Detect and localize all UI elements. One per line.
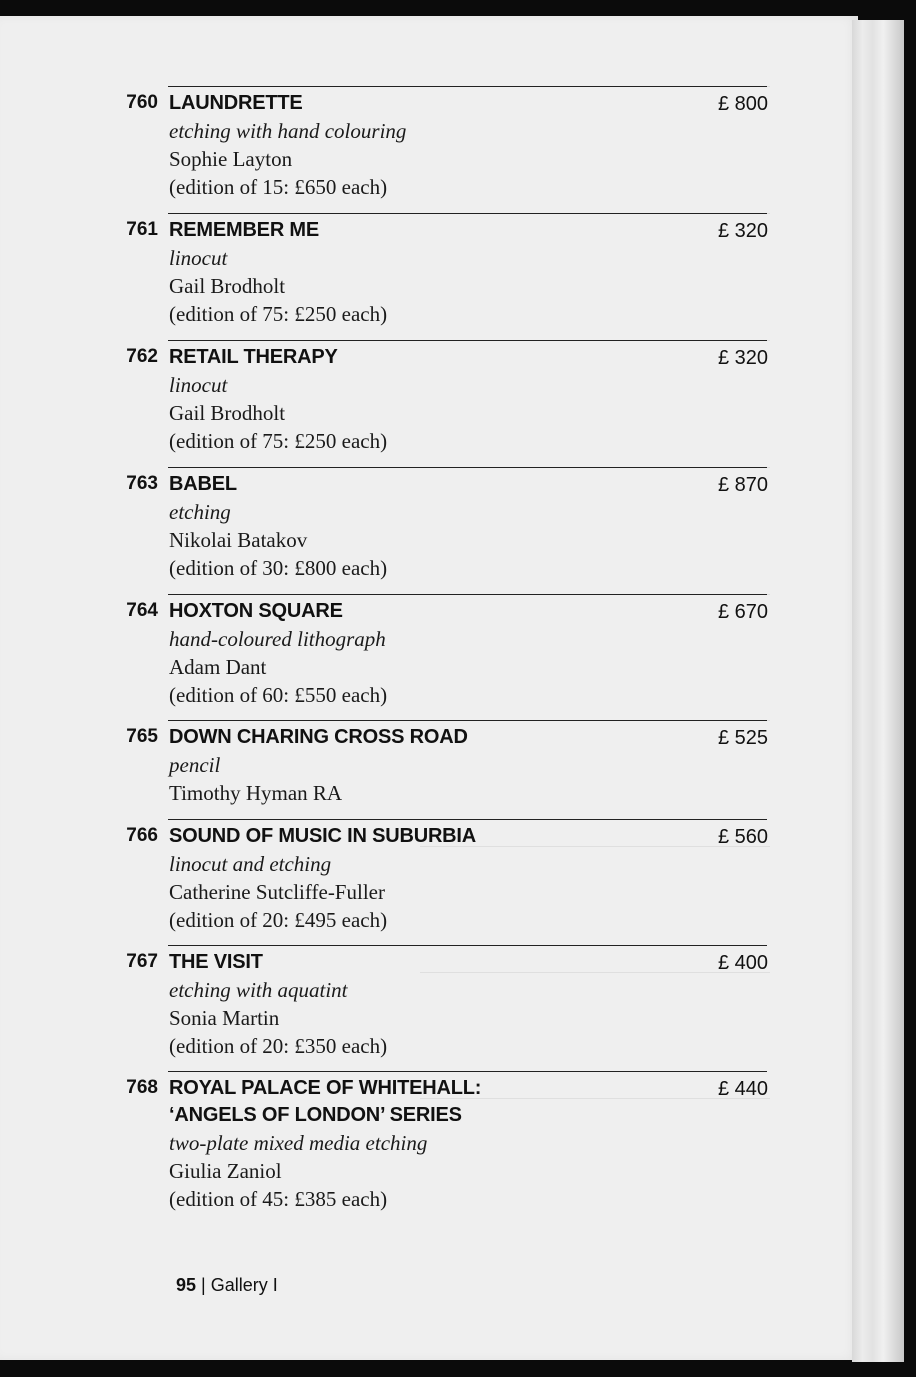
entry-edition: (edition of 20: £350 each) [169,1034,388,1058]
entry-title: LAUNDRETTE [169,92,303,114]
entry-edition: (edition of 15: £650 each) [169,175,388,199]
entry-title: RETAIL THERAPY [169,346,338,368]
entry-price: £ 670 [717,601,768,623]
entry-divider [168,720,767,721]
entry-edition: (edition of 75: £250 each) [169,429,388,453]
entry-medium: pencil [169,753,221,777]
entry-title: BABEL [169,473,237,495]
entry-medium: etching with hand colouring [169,119,407,143]
entry-artist: Gail Brodholt [169,274,286,298]
entry-number: 761 [126,219,158,240]
entry-artist: Giulia Zaniol [169,1159,282,1183]
entry-medium: etching [169,500,231,524]
footer-separator: | [201,1275,206,1295]
entry-title: ‘ANGELS OF LONDON’ SERIES [169,1104,462,1126]
entry-artist: Catherine Sutcliffe-Fuller [169,880,385,904]
entry-number: 762 [126,346,158,367]
entry-medium: two-plate mixed media etching [169,1131,428,1155]
entry-number: 766 [126,825,158,846]
entry-number: 764 [126,600,158,621]
entry-number: 760 [126,92,158,113]
entry-divider [168,467,767,468]
entry-artist: Sophie Layton [169,147,293,171]
entry-divider [168,340,767,341]
entry-divider [168,86,767,87]
entry-divider [168,594,767,595]
entry-price: £ 400 [717,952,768,974]
entry-artist: Timothy Hyman RA [169,781,343,805]
entry-price: £ 320 [717,347,768,369]
page-stack-edge [852,20,904,1362]
entry-medium: hand-coloured lithograph [169,627,386,651]
entry-title: DOWN CHARING CROSS ROAD [169,726,468,748]
entry-edition: (edition of 75: £250 each) [169,302,388,326]
entry-price: £ 525 [717,727,768,749]
entry-artist: Gail Brodholt [169,401,286,425]
entry-edition: (edition of 30: £800 each) [169,556,388,580]
entry-number: 765 [126,726,158,747]
entry-medium: linocut [169,246,228,270]
entry-edition: (edition of 60: £550 each) [169,683,388,707]
entry-price: £ 560 [717,826,768,848]
entry-artist: Nikolai Batakov [169,528,308,552]
entry-title: HOXTON SQUARE [169,600,343,622]
entry-price: £ 440 [717,1078,768,1100]
entry-divider [168,213,767,214]
entry-divider [168,819,767,820]
footer-section: Gallery I [210,1275,278,1295]
entry-medium: linocut and etching [169,852,332,876]
entry-divider [168,1071,767,1072]
entry-number: 768 [126,1077,158,1098]
page-footer [176,1275,278,1296]
entry-medium: linocut [169,373,228,397]
entry-price: £ 870 [717,474,768,496]
entry-title: SOUND OF MUSIC IN SUBURBIA [169,825,477,847]
entry-edition: (edition of 20: £495 each) [169,908,388,932]
entry-divider [168,945,767,946]
entry-title: REMEMBER ME [169,219,320,241]
entry-title: ROYAL PALACE OF WHITEHALL: [169,1077,482,1099]
page-number: 95 [176,1275,197,1295]
entry-title: THE VISIT [169,951,263,973]
entry-medium: etching with aquatint [169,978,348,1002]
entry-edition: (edition of 45: £385 each) [169,1187,388,1211]
entry-price: £ 800 [717,93,768,115]
entry-artist: Sonia Martin [169,1006,280,1030]
entry-number: 763 [126,473,158,494]
entry-number: 767 [126,951,158,972]
entry-price: £ 320 [717,220,768,242]
entry-artist: Adam Dant [169,655,267,679]
